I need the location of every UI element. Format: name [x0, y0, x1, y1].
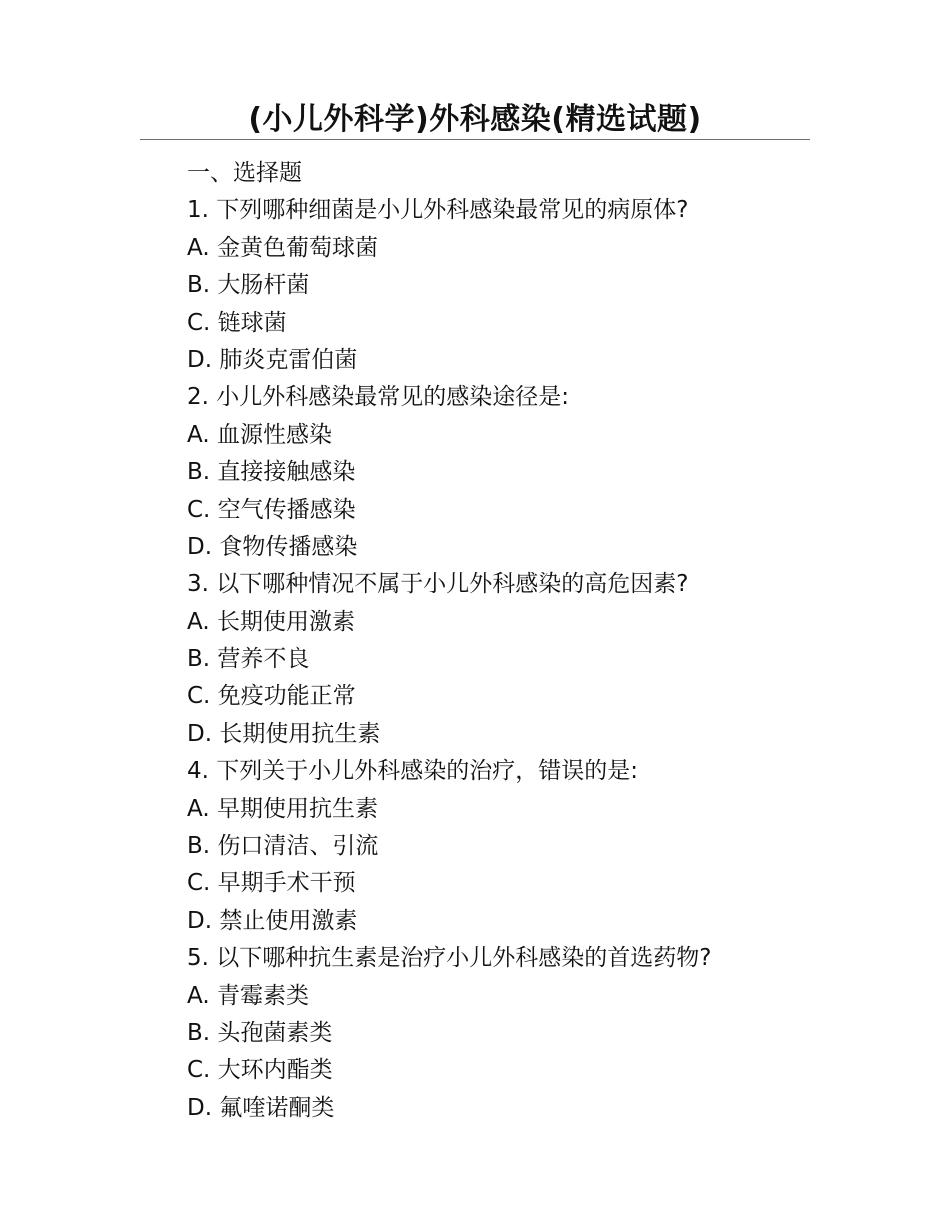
option-b: B. 营养不良 — [187, 646, 310, 673]
option-d: D. 氟喹诺酮类 — [187, 1094, 335, 1121]
option-c: C. 链球菌 — [187, 309, 287, 336]
question-1 — [187, 192, 887, 379]
question-2 — [187, 379, 887, 566]
option-b: B. 直接接触感染 — [187, 459, 356, 486]
option-b: B. 头孢菌素类 — [187, 1019, 333, 1046]
option-b: B. 大肠杆菌 — [187, 272, 310, 299]
option-c: C. 空气传播感染 — [187, 496, 356, 523]
option-b: B. 伤口清洁、引流 — [187, 833, 379, 860]
question-stem: 1. 下列哪种细菌是小儿外科感染最常见的病原体? — [187, 197, 689, 224]
option-a: A. 青霉素类 — [187, 982, 309, 1009]
option-a: A. 早期使用抗生素 — [187, 795, 378, 822]
option-a: A. 金黄色葡萄球菌 — [187, 234, 378, 261]
option-d: D. 禁止使用激素 — [187, 907, 358, 934]
question-3 — [187, 566, 887, 753]
section-heading: 一、选择题 — [187, 160, 302, 186]
option-c: C. 大环内酯类 — [187, 1057, 333, 1084]
option-d: D. 食物传播感染 — [187, 533, 358, 560]
option-d: D. 肺炎克雷伯菌 — [187, 346, 358, 373]
document-body — [187, 155, 887, 1127]
option-d: D. 长期使用抗生素 — [187, 720, 381, 747]
option-a: A. 长期使用激素 — [187, 608, 355, 635]
option-c: C. 早期手术干预 — [187, 870, 356, 897]
option-c: C. 免疫功能正常 — [187, 683, 356, 710]
question-stem: 2. 小儿外科感染最常见的感染途径是: — [187, 384, 570, 411]
question-stem: 5. 以下哪种抗生素是治疗小儿外科感染的首选药物? — [187, 945, 712, 972]
title-underline — [140, 139, 810, 140]
option-a: A. 血源性感染 — [187, 421, 332, 448]
question-stem: 3. 以下哪种情况不属于小儿外科感染的高危因素? — [187, 571, 689, 598]
question-stem: 4. 下列关于小儿外科感染的治疗，错误的是: — [187, 758, 639, 785]
document-title: (小儿外科学)外科感染(精选试题) — [248, 102, 702, 137]
question-5 — [187, 940, 887, 1127]
question-4 — [187, 753, 887, 940]
